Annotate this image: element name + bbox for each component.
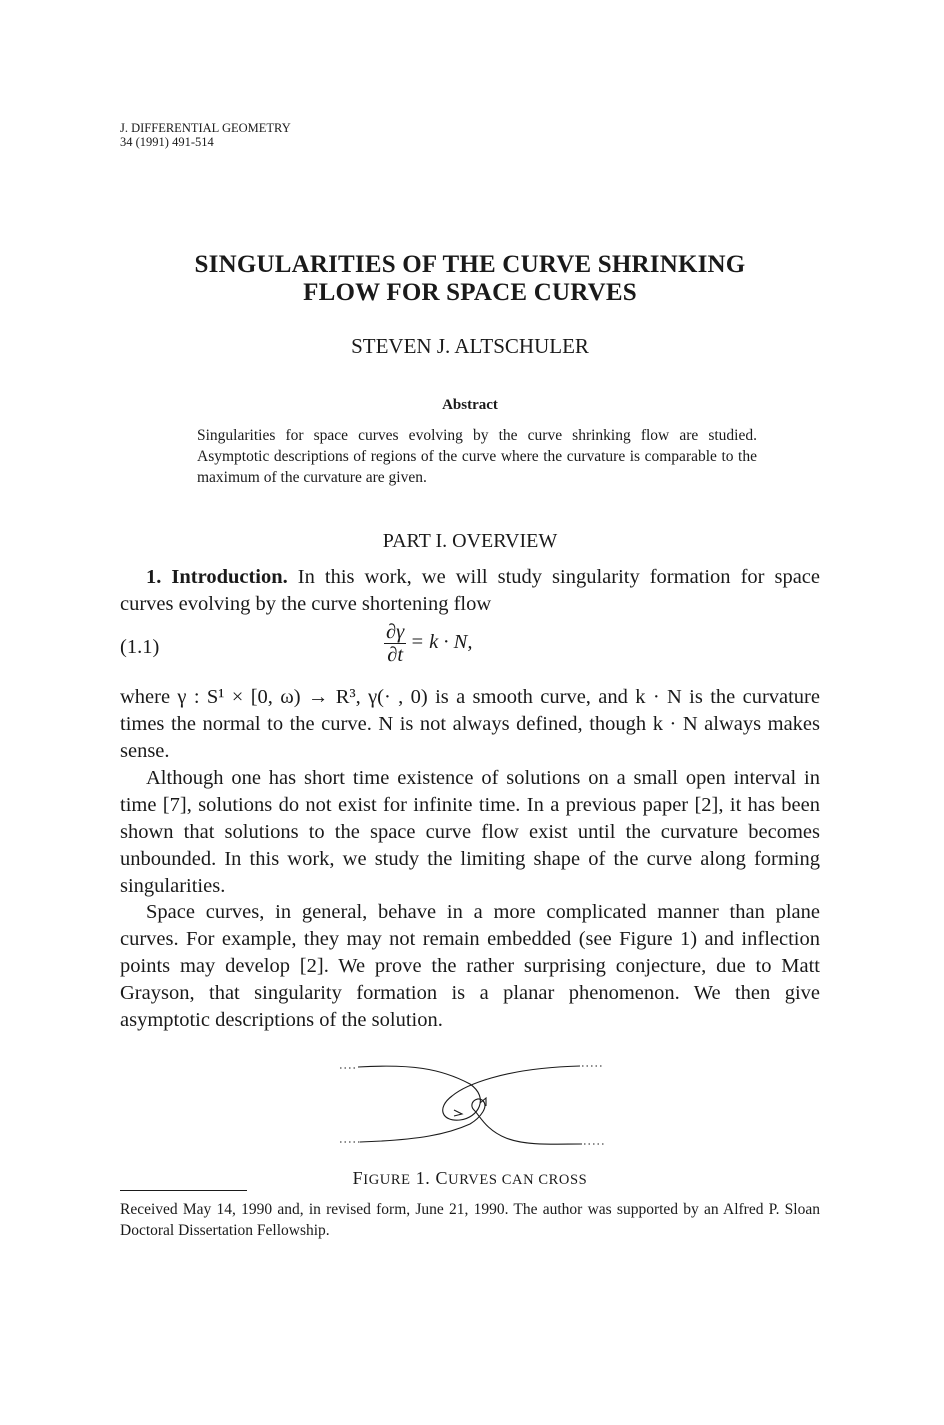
footnote-rule bbox=[120, 1190, 247, 1191]
caption-number: 1. C bbox=[410, 1168, 449, 1188]
equation-numerator: ∂γ bbox=[386, 621, 405, 643]
caption-prefix-rest: IGURE bbox=[363, 1172, 411, 1188]
abstract-heading: Abstract bbox=[442, 397, 498, 413]
footnote: Received May 14, 1990 and, in revised form, June 21, 1990. The author was supported by an Alfred P. Sloan Doctoral Dissertation Fellowship. bbox=[120, 1201, 820, 1239]
title-line-1: SINGULARITIES OF THE CURVE SHRINKING bbox=[194, 251, 746, 278]
author-name: STEVEN J. ALTSCHULER bbox=[351, 334, 589, 358]
equation-label: (1.1) bbox=[120, 636, 160, 658]
caption-rest: URVES CAN CROSS bbox=[448, 1172, 588, 1188]
journal-citation: 34 (1991) 491-514 bbox=[120, 135, 214, 149]
caption-prefix: F bbox=[352, 1168, 364, 1188]
figure-caption bbox=[120, 1168, 820, 1189]
part-heading: PART I. OVERVIEW bbox=[382, 530, 558, 552]
equation-fraction bbox=[384, 621, 406, 666]
figure-curve-b bbox=[360, 1099, 582, 1144]
where-paragraph: where γ : S¹ × [0, ω) → R³, γ(· , 0) is a smooth curve, and k · N is the curvature times the normal to the curve. N is not always defined, though k · N always makes sense. bbox=[120, 686, 820, 762]
body-paragraph-3: Space curves, in general, behave in a more complicated manner than plane curves. For example, they may not remain embedded (see Figure 1) and inflection points may develop [2]. We prove the rather surprising conjecture, due to Matt Grayson, that singularity formation is a planar phenomenon. We then give asymptotic descriptions of the solution. bbox=[120, 901, 820, 1031]
abstract-text: Singularities for space curves evolving by the curve shrinking flow are studied. Asymptotic descriptions of regions of the curve where the curvature is comparable to the maximum of the curvature are given. bbox=[197, 427, 757, 486]
figure-1-curves bbox=[330, 1054, 620, 1154]
figure-arrow bbox=[454, 1110, 462, 1116]
intro-sentence: In this work, we will study singularity formation for space curves evolving by the curve shortening flow bbox=[120, 566, 821, 615]
section-heading: 1. Introduction. bbox=[146, 566, 288, 588]
body-paragraph-2: Although one has short time existence of solutions on a small open interval in time [7], solutions do not exist for infinite time. In a previous paper [2], it has been shown that solutions to the space curve flow exist until the curvature becomes unbounded. In this work, we study the limiting shape of the curve along forming singularities. bbox=[120, 767, 820, 897]
equation-rhs: = k · N, bbox=[410, 631, 473, 654]
journal-name: J. DIFFERENTIAL GEOMETRY bbox=[120, 121, 291, 135]
intro-paragraph bbox=[120, 564, 820, 618]
equation-denominator: ∂t bbox=[387, 644, 404, 666]
paper-title bbox=[120, 251, 820, 307]
title-line-2: FLOW FOR SPACE CURVES bbox=[303, 279, 637, 306]
equation bbox=[384, 621, 472, 666]
journal-header bbox=[120, 121, 291, 149]
figure-curve-a bbox=[358, 1066, 580, 1120]
